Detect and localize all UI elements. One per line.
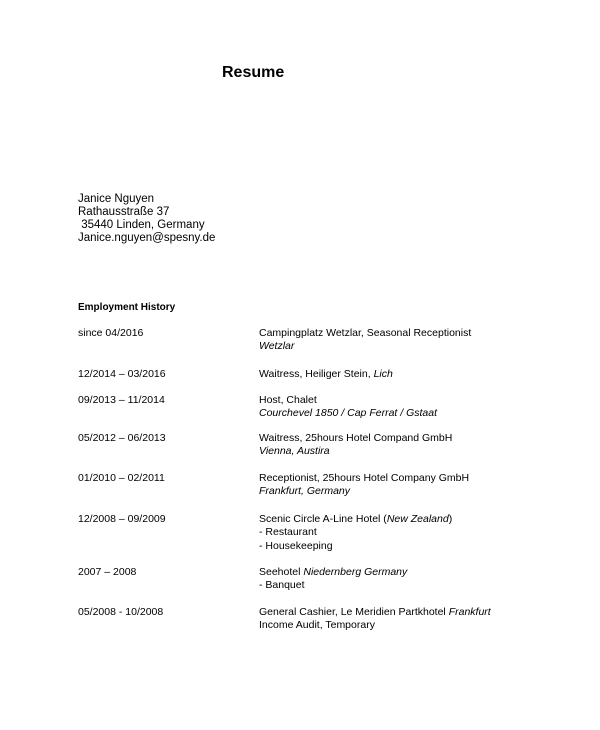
- entry-date: 12/2014 – 03/2016: [78, 368, 166, 380]
- entry-location: New Zealand: [386, 513, 449, 525]
- entry-description: [259, 472, 469, 499]
- contact-city: 35440 Linden, Germany: [78, 219, 205, 231]
- entry-date: 05/2012 – 06/2013: [78, 432, 166, 444]
- entry-line-1: Waitress, 25hours Hotel Compand GmbH: [259, 432, 453, 444]
- entry-description: [259, 394, 437, 421]
- entry-location: Wetzlar: [259, 340, 295, 353]
- entry-date: 09/2013 – 11/2014: [78, 394, 165, 406]
- entry-description: [259, 566, 407, 593]
- entry-date: 2007 – 2008: [78, 566, 137, 578]
- entry-date: 01/2010 – 02/2011: [78, 472, 165, 484]
- contact-email: Janice.nguyen@spesny.de: [78, 232, 216, 244]
- entry-line-1: [259, 566, 407, 579]
- entry-description: [259, 606, 491, 633]
- contact-name: Janice Nguyen: [78, 193, 155, 205]
- entry-role-suffix: ): [448, 513, 453, 525]
- contact-street: Rathausstraße 37: [78, 206, 170, 218]
- entry-line-1: [259, 368, 393, 381]
- entry-location: Niedernberg Germany: [303, 566, 408, 578]
- contact-block: [78, 193, 215, 245]
- employment-history-heading: Employment History: [78, 302, 176, 313]
- entry-role: General Cashier, Le Meridien Partkhotel: [259, 606, 449, 618]
- entry-location: Courchevel 1850 / Cap Ferrat / Gstaat: [259, 407, 438, 420]
- entry-location: Lich: [373, 368, 393, 380]
- page-title: Resume: [222, 64, 285, 81]
- entry-line-1: Host, Chalet: [259, 394, 317, 406]
- entry-line-1: [259, 513, 452, 526]
- entry-location: Frankfurt: [448, 606, 491, 618]
- entry-line-1: [259, 606, 491, 619]
- entry-role: Waitress, Heiliger Stein,: [259, 368, 374, 380]
- entry-line-2: - Restaurant: [259, 526, 317, 539]
- entry-line-1: Campingplatz Wetzlar, Seasonal Receptionist: [259, 327, 472, 339]
- entry-date: 12/2008 – 09/2009: [78, 513, 166, 525]
- entry-location: Frankfurt, Germany: [259, 485, 351, 498]
- entry-role: Scenic Circle A-Line Hotel (: [259, 513, 387, 525]
- entry-line-3: - Housekeeping: [259, 539, 333, 552]
- entry-location: Vienna, Austira: [259, 445, 330, 458]
- entry-role: Seehotel: [259, 566, 304, 578]
- entry-line-2: Income Audit, Temporary: [259, 619, 375, 632]
- entry-date: since 04/2016: [78, 327, 144, 339]
- entry-description: [259, 513, 452, 553]
- entry-description: [259, 327, 471, 354]
- entry-description: [259, 432, 452, 459]
- entry-line-2: - Banquet: [259, 579, 305, 592]
- entry-description: [259, 368, 393, 381]
- entry-date: 05/2008 - 10/2008: [78, 606, 164, 618]
- entry-line-1: Receptionist, 25hours Hotel Company GmbH: [259, 472, 470, 484]
